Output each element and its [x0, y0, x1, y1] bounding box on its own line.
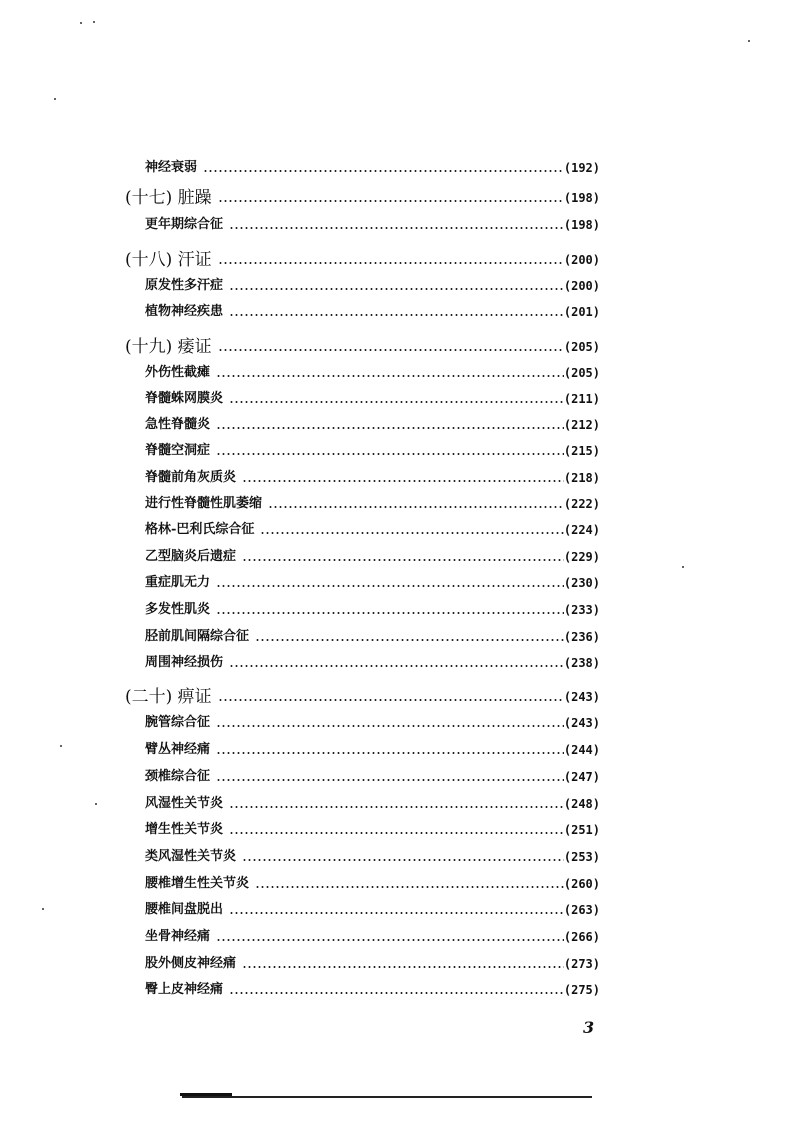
toc-entry — [145, 848, 600, 866]
entry-page: (248) — [563, 797, 600, 811]
dot-leader — [229, 227, 564, 229]
toc-section-heading — [125, 336, 600, 358]
scan-speck — [42, 908, 44, 910]
entry-page: (212) — [563, 418, 600, 432]
toc-entry — [145, 277, 600, 295]
entry-page: (238) — [563, 656, 600, 670]
entry-title: 急性脊髓炎 — [145, 417, 211, 432]
entry-title: 类风湿性关节炎 — [145, 849, 237, 864]
entry-title: 更年期综合征 — [145, 217, 224, 232]
entry-title: 脊髓前角灰质炎 — [145, 470, 237, 485]
entry-page: (247) — [563, 770, 600, 784]
entry-page: (229) — [563, 550, 600, 564]
entry-title: 多发性肌炎 — [145, 602, 211, 617]
scan-speck — [60, 745, 62, 747]
dot-leader — [229, 401, 564, 403]
page-number: 3 — [583, 1018, 595, 1037]
entry-title: 外伤性截瘫 — [145, 365, 211, 380]
toc-entry — [145, 390, 600, 408]
dot-leader — [216, 585, 564, 587]
toc-entry — [145, 928, 600, 946]
section-title: (二十) 痹证 — [125, 687, 212, 707]
dot-leader — [229, 665, 564, 667]
dot-leader — [229, 806, 564, 808]
entry-page: (251) — [563, 823, 600, 837]
entry-page: (201) — [563, 305, 600, 319]
dot-leader — [229, 992, 564, 994]
dot-leader — [242, 559, 564, 561]
entry-title: 神经衰弱 — [145, 160, 198, 175]
dot-leader — [229, 288, 564, 290]
scan-speck — [95, 803, 97, 805]
entry-title: 乙型脑炎后遗症 — [145, 549, 237, 564]
toc-entry — [145, 741, 600, 759]
toc-section-heading — [125, 686, 600, 708]
toc-entry — [145, 601, 600, 619]
entry-page: (200) — [563, 253, 600, 267]
entry-page: (266) — [563, 930, 600, 944]
entry-page: (198) — [563, 218, 600, 232]
entry-title: 格林-巴利氏综合征 — [145, 522, 255, 537]
dot-leader — [218, 349, 564, 351]
dot-leader — [216, 939, 564, 941]
dot-leader — [242, 480, 564, 482]
dot-leader — [255, 639, 564, 641]
toc-entry — [145, 442, 600, 460]
entry-title: 原发性多汗症 — [145, 278, 224, 293]
entry-title: 腰椎增生性关节炎 — [145, 876, 250, 891]
toc-entry — [145, 654, 600, 672]
dot-leader — [229, 314, 564, 316]
scan-speck — [93, 21, 95, 23]
toc-entry — [145, 901, 600, 919]
toc-entry — [145, 416, 600, 434]
entry-page: (243) — [563, 690, 600, 704]
entry-title: 臂丛神经痛 — [145, 742, 211, 757]
entry-page: (260) — [563, 877, 600, 891]
toc-section-heading — [125, 187, 600, 209]
toc-entry — [145, 714, 600, 732]
scan-speck — [80, 22, 82, 24]
toc-entry — [145, 955, 600, 973]
scan-speck — [54, 98, 56, 100]
entry-title: 增生性关节炎 — [145, 822, 224, 837]
dot-leader — [229, 912, 564, 914]
entry-page: (253) — [563, 850, 600, 864]
entry-title: 腕管综合征 — [145, 715, 211, 730]
entry-page: (205) — [563, 366, 600, 380]
entry-page: (205) — [563, 340, 600, 354]
toc-entry — [145, 216, 600, 234]
entry-title: 腰椎间盘脱出 — [145, 902, 224, 917]
entry-page: (236) — [563, 630, 600, 644]
entry-title: 植物神经疾患 — [145, 304, 224, 319]
toc-entry — [145, 628, 600, 646]
section-title: (十八) 汗证 — [125, 250, 212, 270]
entry-page: (230) — [563, 576, 600, 590]
entry-page: (192) — [563, 161, 600, 175]
toc-entry — [145, 821, 600, 839]
dot-leader — [229, 832, 564, 834]
entry-title: 股外侧皮神经痛 — [145, 956, 237, 971]
entry-page: (211) — [563, 392, 600, 406]
entry-page: (275) — [563, 983, 600, 997]
toc-entry — [145, 159, 600, 177]
entry-title: 脊髓蛛网膜炎 — [145, 391, 224, 406]
scan-speck — [682, 566, 684, 568]
entry-page: (218) — [563, 471, 600, 485]
entry-title: 周围神经损伤 — [145, 655, 224, 670]
toc-entry — [145, 981, 600, 999]
entry-page: (263) — [563, 903, 600, 917]
toc-entry — [145, 875, 600, 893]
dot-leader — [242, 859, 564, 861]
dot-leader — [255, 886, 564, 888]
dot-leader — [216, 375, 564, 377]
toc-section-heading — [125, 249, 600, 271]
dot-leader — [216, 752, 564, 754]
toc-entry — [145, 574, 600, 592]
entry-page: (200) — [563, 279, 600, 293]
dot-leader — [218, 200, 564, 202]
dot-leader — [216, 725, 564, 727]
entry-title: 重症肌无力 — [145, 575, 211, 590]
dot-leader — [216, 453, 564, 455]
toc-entry — [145, 548, 600, 566]
toc-entry — [145, 495, 600, 513]
dot-leader — [216, 427, 564, 429]
entry-page: (198) — [563, 191, 600, 205]
dot-leader — [203, 170, 564, 172]
section-title: (十九) 痿证 — [125, 337, 212, 357]
toc-entry — [145, 768, 600, 786]
entry-title: 进行性脊髓性肌萎缩 — [145, 496, 263, 511]
dot-leader — [242, 966, 564, 968]
entry-title: 颈椎综合征 — [145, 769, 211, 784]
dot-leader — [268, 506, 564, 508]
bottom-rule — [182, 1096, 592, 1098]
entry-page: (243) — [563, 716, 600, 730]
toc-entry — [145, 303, 600, 321]
toc-entry — [145, 364, 600, 382]
entry-page: (233) — [563, 603, 600, 617]
toc-entry — [145, 795, 600, 813]
entry-title: 风湿性关节炎 — [145, 796, 224, 811]
toc-entry — [145, 521, 600, 539]
dot-leader — [218, 699, 564, 701]
entry-page: (244) — [563, 743, 600, 757]
entry-page: (224) — [563, 523, 600, 537]
entry-page: (273) — [563, 957, 600, 971]
dot-leader — [216, 612, 564, 614]
dot-leader — [260, 532, 563, 534]
section-title: (十七) 脏躁 — [125, 188, 212, 208]
entry-title: 脊髓空洞症 — [145, 443, 211, 458]
dot-leader — [216, 779, 564, 781]
entry-title: 坐骨神经痛 — [145, 929, 211, 944]
entry-page: (215) — [563, 444, 600, 458]
dot-leader — [218, 262, 564, 264]
scan-speck — [748, 40, 750, 42]
entry-page: (222) — [563, 497, 600, 511]
entry-title: 胫前肌间隔综合征 — [145, 629, 250, 644]
toc-entry — [145, 469, 600, 487]
entry-title: 臀上皮神经痛 — [145, 982, 224, 997]
